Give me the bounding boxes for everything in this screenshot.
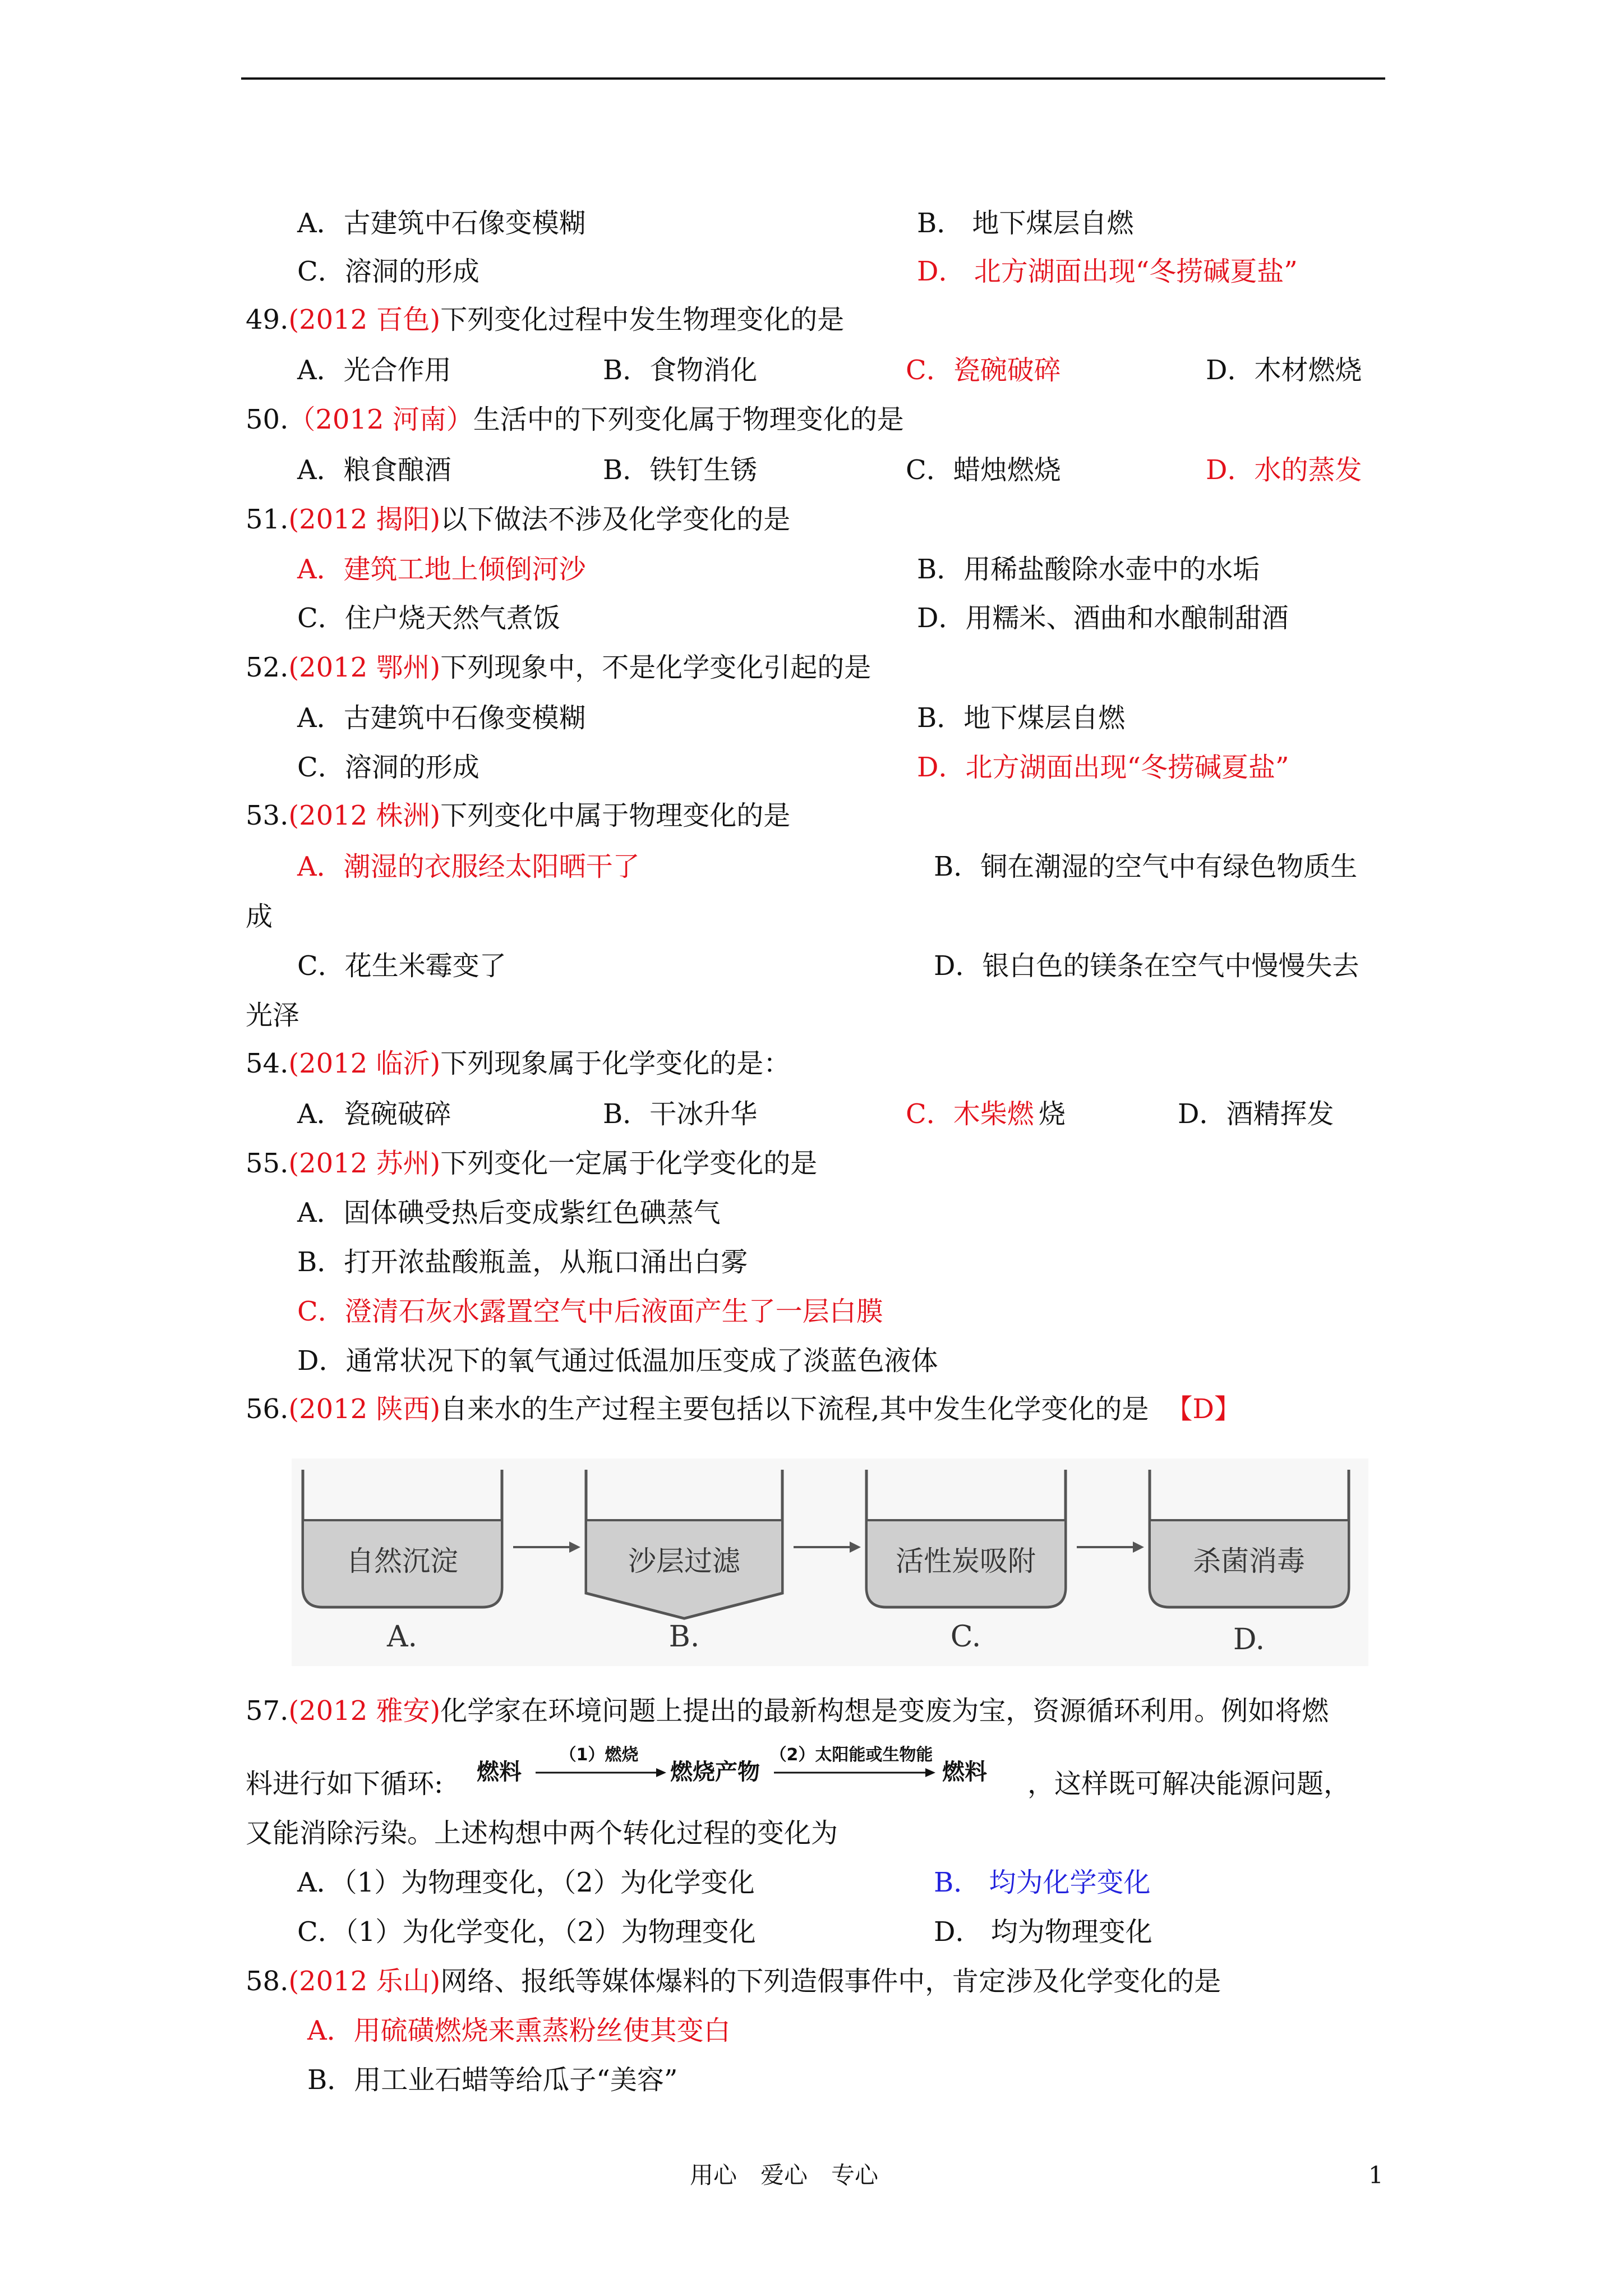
answer-option: D．通常状况下的氧气通过低温加压变成了淡蓝色液体 xyxy=(297,1345,938,1377)
answer-option: C．（1）为化学变化，（2）为物理变化 xyxy=(297,1916,756,1948)
arrow-1 xyxy=(513,1542,580,1553)
footer-motto: 用心 爱心 专心 xyxy=(690,2161,879,2189)
beaker-c-label: 活性炭吸附 xyxy=(896,1545,1036,1577)
answer-option: B．食物消化 xyxy=(603,355,758,386)
answer-option: D． 均为物理变化 xyxy=(934,1916,1152,1948)
beaker-b-label: 沙层过滤 xyxy=(628,1545,740,1577)
answer-option: 光泽 xyxy=(246,1000,300,1031)
option-a-letter: A. xyxy=(386,1620,418,1654)
answer-option: B．铜在潮湿的空气中有绿色物质生 xyxy=(934,851,1358,882)
question-source: (2012 鄂州) xyxy=(288,652,441,683)
beaker-a-label: 自然沉淀 xyxy=(346,1545,458,1577)
question-stem: 生活中的下列变化属于物理变化的是 xyxy=(473,404,904,435)
option-d-letter: D. xyxy=(1233,1623,1265,1657)
arrow-2 xyxy=(794,1542,861,1553)
question-stem: 下列变化一定属于化学变化的是 xyxy=(440,1148,818,1179)
answer-option: 烧 xyxy=(1039,1098,1066,1130)
flow-arrow2-label: （2）太阳能或生物能 xyxy=(769,1745,933,1765)
header-rule xyxy=(241,77,1385,80)
arrow-3 xyxy=(1077,1542,1144,1553)
answer-option: B．打开浓盐酸瓶盖，从瓶口涌出白雾 xyxy=(297,1246,748,1278)
answer-option: A．用硫磺燃烧来熏蒸粉丝使其变白 xyxy=(307,2015,731,2046)
question-56 xyxy=(246,1392,1241,1426)
question-53 xyxy=(246,799,790,832)
question-source: (2012 雅安) xyxy=(288,1695,441,1727)
answer-option: D．酒精挥发 xyxy=(1178,1098,1334,1130)
answer-option: A．潮湿的衣服经太阳晒干了 xyxy=(297,851,640,882)
question-number: 51. xyxy=(246,504,289,535)
answer-option: D．用糯米、酒曲和水酿制甜酒 xyxy=(917,602,1289,634)
question-source: (2012 百色) xyxy=(288,304,441,335)
question-source: (2012 乐山) xyxy=(288,1966,441,1997)
answer-option: 料进行如下循环: xyxy=(246,1768,444,1800)
answer-option: A．古建筑中石像变模糊 xyxy=(297,208,586,239)
question-stem: 下列现象属于化学变化的是： xyxy=(440,1048,791,1079)
question-58 xyxy=(246,1964,1221,1998)
question-stem: 以下做法不涉及化学变化的是 xyxy=(440,504,791,535)
answer-option: 成 xyxy=(246,901,273,932)
beaker-c xyxy=(866,1470,1066,1654)
beaker-a xyxy=(303,1470,502,1654)
answer-option: B．用工业石蜡等给瓜子“美容” xyxy=(307,2064,678,2096)
option-c-letter: C. xyxy=(950,1620,981,1654)
answer-option: D．银白色的镁条在空气中慢慢失去 xyxy=(934,950,1359,982)
answer-option: B．铁钉生锈 xyxy=(603,454,758,486)
flow-start: 燃料 xyxy=(477,1759,522,1785)
answer-option: ，这样既可解决能源问题， xyxy=(1027,1768,1351,1800)
question-number: 57. xyxy=(246,1695,289,1727)
fuel-cycle-diagram xyxy=(477,1739,1015,1795)
answer-option: B．用稀盐酸除水壶中的水垢 xyxy=(917,554,1260,585)
answer-option: C．澄清石灰水露置空气中后液面产生了一层白膜 xyxy=(297,1296,883,1327)
question-number: 50. xyxy=(246,404,289,435)
question-number: 54. xyxy=(246,1048,289,1079)
answer-option: C．花生米霉变了 xyxy=(297,950,506,982)
beaker-d-label: 杀菌消毒 xyxy=(1193,1545,1305,1577)
question-number: 58. xyxy=(246,1966,289,1997)
answer-option: C．住户烧天然气煮饭 xyxy=(297,602,560,634)
fuel-cycle-svg xyxy=(477,1739,1015,1795)
answer-option: D．北方湖面出现“冬捞碱夏盐” xyxy=(917,752,1289,783)
flow-middle: 燃烧产物 xyxy=(670,1759,760,1785)
question-number: 53. xyxy=(246,800,289,831)
question-57 xyxy=(246,1694,1329,1728)
question-stem: 下列现象中，不是化学变化引起的是 xyxy=(440,652,872,683)
answer-option: B．地下煤层自燃 xyxy=(917,702,1126,734)
answer-option: C．溶洞的形成 xyxy=(297,256,479,287)
flow-end: 燃料 xyxy=(942,1759,987,1785)
answer-option: A．粮食酿酒 xyxy=(297,454,451,486)
answer-option: D．木材燃烧 xyxy=(1206,355,1362,386)
answer-option: D．水的蒸发 xyxy=(1206,454,1362,486)
question-50 xyxy=(246,403,904,436)
question-number: 49. xyxy=(246,304,289,335)
answer-option: C．溶洞的形成 xyxy=(297,752,479,783)
answer-option: B． 地下煤层自燃 xyxy=(917,208,1134,239)
question-source: (2012 陕西) xyxy=(288,1393,441,1425)
question-stem: 下列变化过程中发生物理变化的是 xyxy=(440,304,845,335)
question-51 xyxy=(246,503,790,536)
question-source: (2012 揭阳) xyxy=(288,504,441,535)
question-stem: 网络、报纸等媒体爆料的下列造假事件中，肯定涉及化学变化的是 xyxy=(440,1966,1221,1997)
question-source: (2012 临沂) xyxy=(288,1048,441,1079)
question-number: 55. xyxy=(246,1148,289,1179)
question-number: 52. xyxy=(246,652,289,683)
answer-option: C．蜡烛燃烧 xyxy=(906,454,1061,486)
question-source: (2012 株洲) xyxy=(288,800,441,831)
question-52 xyxy=(246,651,871,684)
answer-option: 又能消除污染。上述构想中两个转化过程的变化为 xyxy=(246,1818,838,1849)
answer-option: A．固体碘受热后变成紫红色碘蒸气 xyxy=(297,1197,721,1228)
question-source: (2012 苏州) xyxy=(288,1148,441,1179)
flow-arrow1-label: （1）燃烧 xyxy=(559,1745,639,1765)
question-55 xyxy=(246,1147,817,1180)
option-b-letter: B. xyxy=(668,1620,700,1654)
answer-option: B． 均为化学变化 xyxy=(934,1867,1151,1898)
answer-mark: 【D】 xyxy=(1165,1393,1241,1425)
question-stem: 化学家在环境问题上提出的最新构想是变废为宝，资源循环利用。例如将燃 xyxy=(440,1695,1329,1727)
answer-option: A．建筑工地上倾倒河沙 xyxy=(297,554,586,585)
answer-option: C．瓷碗破碎 xyxy=(906,355,1061,386)
question-source: （2012 河南） xyxy=(288,404,473,435)
beaker-d xyxy=(1150,1470,1349,1657)
answer-option: B．干冰升华 xyxy=(603,1098,758,1130)
question-49 xyxy=(246,303,844,337)
answer-option: A．（1）为物理变化，（2）为化学变化 xyxy=(297,1867,755,1898)
question-stem: 下列变化中属于物理变化的是 xyxy=(440,800,791,831)
answer-option: D． 北方湖面出现“冬捞碱夏盐” xyxy=(917,256,1298,287)
question-number: 56. xyxy=(246,1393,289,1425)
page-number: 1 xyxy=(1368,2161,1384,2189)
answer-option: C．木柴燃 xyxy=(906,1098,1034,1130)
answer-option: A．光合作用 xyxy=(297,355,451,386)
question-stem: 自来水的生产过程主要包括以下流程,其中发生化学变化的是 xyxy=(440,1393,1149,1425)
water-treatment-figure xyxy=(292,1458,1368,1666)
question-54 xyxy=(246,1047,790,1080)
answer-option: A．瓷碗破碎 xyxy=(297,1098,451,1130)
beaker-b xyxy=(586,1470,782,1654)
water-treatment-diagram xyxy=(292,1458,1368,1666)
answer-option: A．古建筑中石像变模糊 xyxy=(297,702,586,734)
